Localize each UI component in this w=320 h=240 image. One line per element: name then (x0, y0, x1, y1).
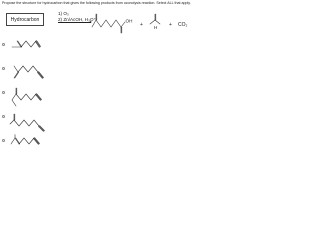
option-d-structure (6, 110, 51, 134)
hydrocarbon-box: Hydrocarbon (6, 13, 44, 26)
plus-sign-1: + (140, 22, 143, 28)
checkbox-option-b[interactable] (2, 67, 5, 70)
checkbox-option-e[interactable] (2, 139, 5, 142)
reagent-step-2: 2) Zn/AcOH, H₃O⁺ (58, 16, 96, 22)
co2-label: CO₂ (178, 22, 188, 28)
answer-option-a[interactable] (0, 38, 200, 62)
h-label: H (154, 25, 158, 30)
answer-option-c[interactable] (0, 86, 200, 110)
aldehyde-bond (150, 20, 155, 24)
answer-option-b[interactable] (0, 62, 200, 86)
reaction-scheme (6, 9, 198, 35)
plus-sign-2: + (169, 22, 172, 28)
checkbox-option-a[interactable] (2, 43, 5, 46)
answer-option-d[interactable] (0, 110, 200, 134)
reagent-step-1: 1) O₃ (58, 11, 69, 16)
option-a-structure (6, 38, 51, 62)
option-e-structure (6, 134, 51, 158)
products-structures (86, 9, 198, 35)
checkbox-option-c[interactable] (2, 91, 5, 94)
option-b-structure (6, 62, 51, 86)
question-prompt: Propose the structure for hydrocarbon that gives the following products from ozonolysis reaction. Select ALL that apply. (2, 1, 191, 5)
keto-acid-skeleton (92, 20, 121, 27)
option-c-structure (6, 86, 51, 110)
oh-label: OH (125, 18, 133, 24)
answer-option-e[interactable] (0, 134, 200, 158)
checkbox-option-d[interactable] (2, 115, 5, 118)
